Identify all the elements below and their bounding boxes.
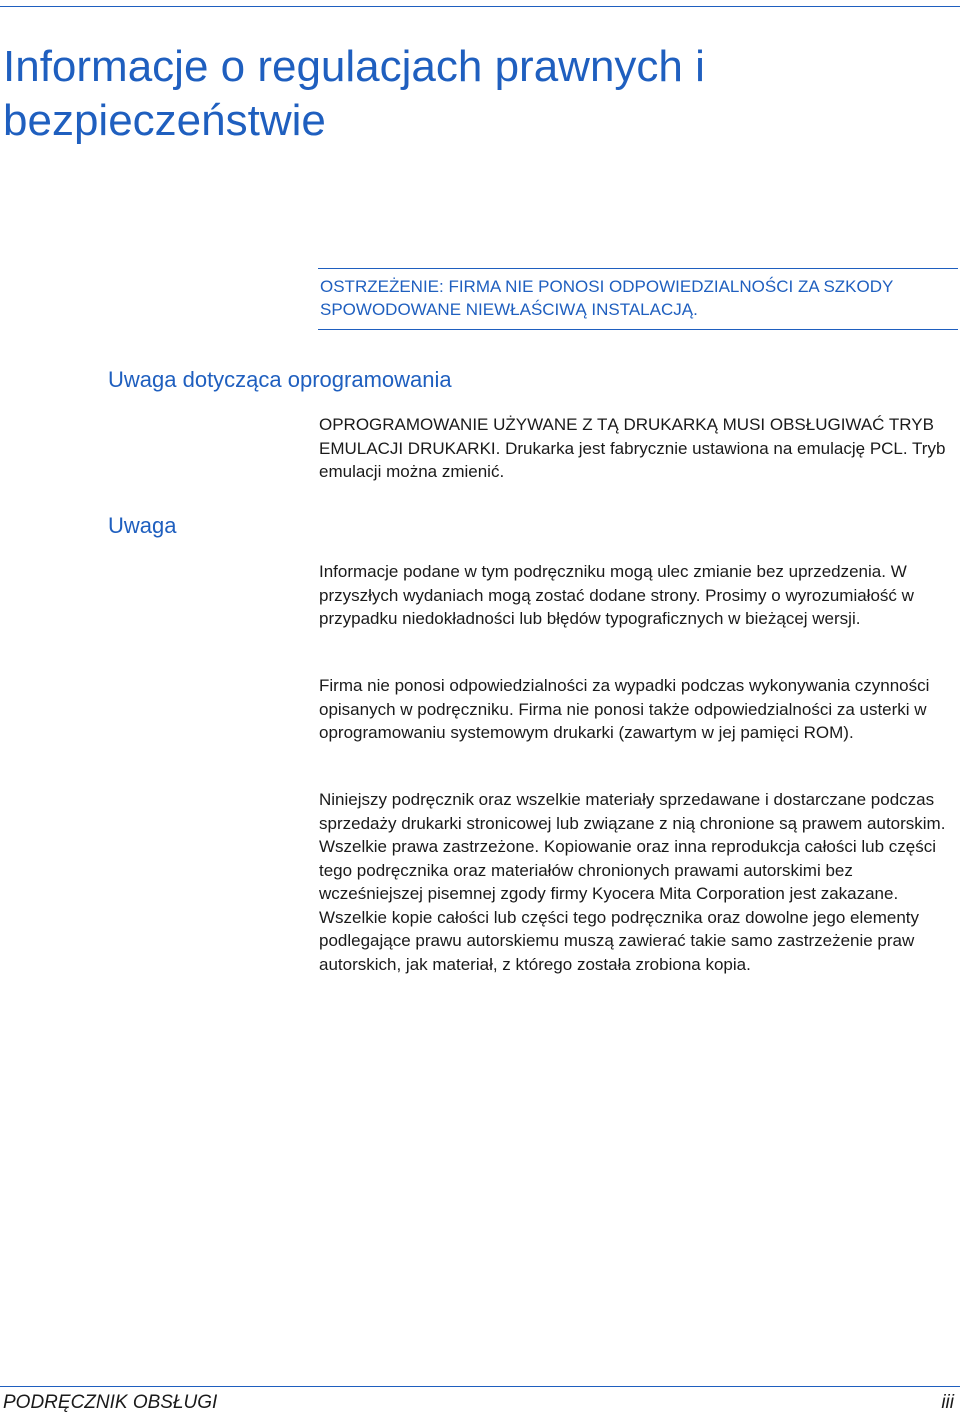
top-rule xyxy=(0,6,960,7)
software-notice-paragraph: OPROGRAMOWANIE UŻYWANE Z TĄ DRUKARKĄ MUSI OBSŁUGIWAĆ TRYB EMULACJI DRUKARKI. Drukarka jest fabrycznie ustawiona na emulację PCL. Tryb emulacji można zmienić. xyxy=(319,415,946,481)
note-heading: Uwaga xyxy=(108,513,177,538)
warning-box xyxy=(318,268,958,330)
page-title: Informacje o regulacjach prawnych i bezpieczeństwie xyxy=(3,42,705,145)
note-paragraph-3: Niniejszy podręcznik oraz wszelkie materiały sprzedawane i dostarczane podczas sprzedaży drukarki stronicowej lub związane z nią chronione są prawem autorskim. Wszelkie prawa zastrzeżone. Kopiowanie oraz inna reprodukcja całości lub części tego podręcznika oraz materiałów chronionych prawami autorskimi bez wcześniejszej pisemnej zgody firmy Kyocera Mita Corporation jest zakazane. Wszelkie kopie całości lub części tego podręcznika oraz dowolne jego elementy podlegające prawu autorskiemu muszą zawierać takie samo zastrzeżenie praw autorskich, jak materiał, z którego została zrobiona kopia. xyxy=(319,790,946,974)
note-paragraph-2: Firma nie ponosi odpowiedzialności za wypadki podczas wykonywania czynności opisanych w podręczniku. Firma nie ponosi także odpowiedzialności za usterki w oprogramowaniu systemowym drukarki (zawartym w jej pamięci ROM). xyxy=(319,676,930,742)
footer-manual-title: PODRĘCZNIK OBSŁUGI xyxy=(3,1392,218,1413)
footer-rule xyxy=(0,1386,960,1387)
footer-page-number: iii xyxy=(941,1392,954,1413)
software-notice-heading: Uwaga dotycząca oprogramowania xyxy=(108,367,452,392)
note-paragraph-1: Informacje podane w tym podręczniku mogą ulec zmianie bez uprzedzenia. W przyszłych wydaniach mogą zostać dodane strony. Prosimy o wyrozumiałość w przypadku niedokładności lub błędów typograficznych w bieżącej wersji. xyxy=(319,562,914,628)
warning-text: OSTRZEŻENIE: FIRMA NIE PONOSI ODPOWIEDZIALNOŚCI ZA SZKODY SPOWODOWANE NIEWŁAŚCIWĄ INSTALACJĄ. xyxy=(320,277,894,319)
